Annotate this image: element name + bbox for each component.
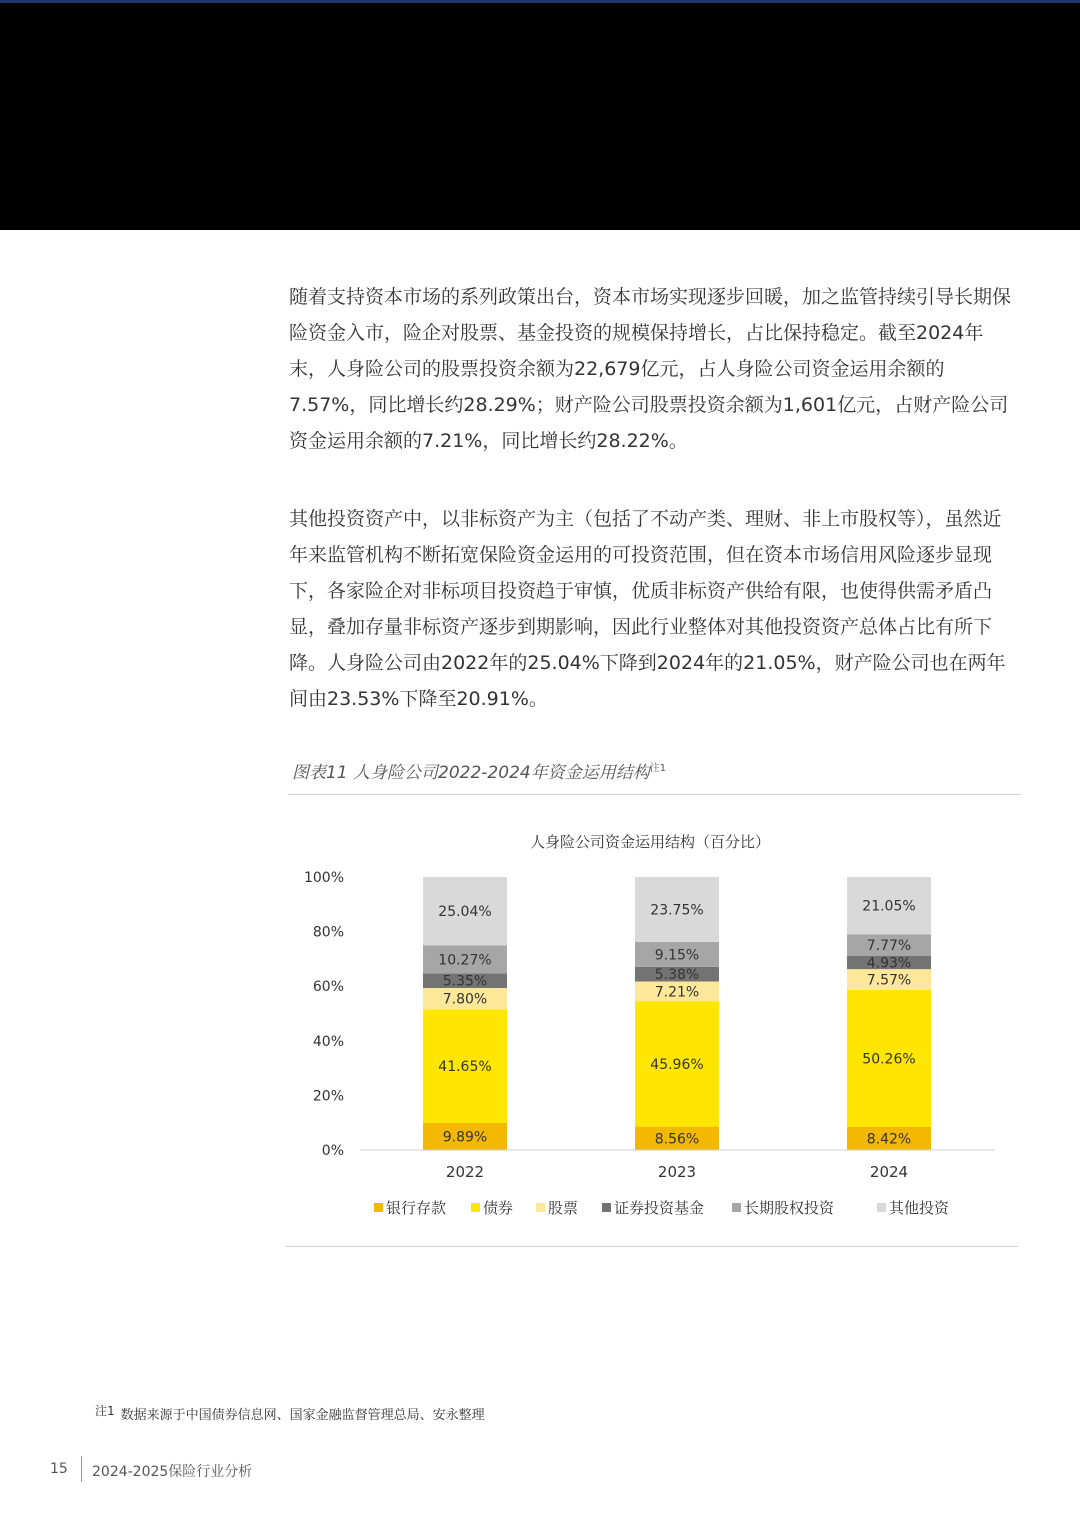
- y-tick-label: 40%: [312, 1033, 344, 1050]
- page-number: 15: [50, 1461, 68, 1477]
- x-tick-label: 2024: [869, 1163, 909, 1181]
- header-image-band: [0, 3, 1080, 230]
- chart-title: 人身险公司资金运用结构（百分比）: [529, 833, 771, 851]
- footnote: [95, 1402, 485, 1423]
- stacked-bar-chart: [285, 800, 1018, 1240]
- data-label: 7.57%: [866, 972, 912, 989]
- figure-bottom-rule: [285, 1246, 1018, 1247]
- chart-legend: [374, 1199, 950, 1217]
- data-label: 8.42%: [866, 1131, 912, 1148]
- data-label: 9.89%: [442, 1129, 488, 1146]
- data-label: 4.93%: [866, 955, 912, 972]
- footnote-text: 数据来源于中国债券信息网、国家金融监督管理总局、安永整理: [120, 1408, 485, 1423]
- data-label: 5.38%: [654, 967, 700, 984]
- body-paragraph-other-investments: 其他投资资产中，以非标资产为主（包括了不动产类、理财、非上市股权等），虽然近年来监管机构不断拓宽保险资金运用的可投资范围，但在资本市场信用风险逐步显现下，各家险企对非标项目投资趋于审慎，优质非标资产供给有限，也使得供需矛盾凸显，叠加存量非标资产逐步到期影响，因此行业整体对其他投资资产总体占比有所下降。人身险公司由2022年的25.04%下降到2024年的21.05%，财产险公司也在两年间由23.53%下降至20.91%。: [289, 508, 1006, 710]
- y-tick-label: 0%: [321, 1143, 344, 1159]
- footer-divider: [81, 1456, 82, 1482]
- legend-label: 银行存款: [386, 1199, 447, 1217]
- figure-top-rule: [288, 794, 1021, 795]
- data-label: 23.75%: [650, 902, 704, 919]
- y-tick-label: 60%: [312, 979, 344, 996]
- data-label: 10.27%: [438, 952, 492, 969]
- legend-swatch: [536, 1203, 545, 1212]
- legend-label: 股票: [548, 1199, 579, 1217]
- figure-caption: [292, 758, 666, 783]
- legend-label: 证券投资基金: [614, 1199, 705, 1217]
- y-axis: [304, 870, 344, 1159]
- figure-caption-text: 图表11 人身险公司2022-2024年资金运用结构: [292, 763, 650, 783]
- y-tick-label: 80%: [312, 924, 344, 941]
- body-paragraph-equity: 随着支持资本市场的系列政策出台，资本市场实现逐步回暖，加之监管持续引导长期保险资金入市，险企对股票、基金投资的规模保持增长，占比保持稳定。截至2024年末，人身险公司的股票投资余额为22,679亿元，占人身险公司资金运用余额的7.57%，同比增长约28.29%；财产险公司股票投资余额为1,601亿元，占财产险公司资金运用余额的7.21%，同比增长约28.22%。: [289, 286, 1012, 452]
- data-label: 41.65%: [438, 1059, 492, 1076]
- report-title: 2024-2025保险行业分析: [92, 1464, 253, 1480]
- legend-swatch: [471, 1203, 480, 1212]
- legend-label: 其他投资: [889, 1199, 950, 1217]
- legend-swatch: [602, 1203, 611, 1212]
- data-label: 9.15%: [654, 947, 700, 964]
- legend-swatch: [732, 1203, 741, 1212]
- x-tick-label: 2023: [657, 1163, 697, 1181]
- data-label: 8.56%: [654, 1131, 700, 1148]
- x-tick-label: 2022: [445, 1163, 485, 1181]
- data-label: 50.26%: [862, 1051, 916, 1068]
- x-axis: [446, 1163, 908, 1181]
- y-tick-label: 20%: [312, 1088, 344, 1105]
- legend-label: 债券: [483, 1199, 514, 1217]
- data-label: 7.77%: [866, 938, 912, 955]
- bar-stacks: [423, 877, 931, 1150]
- data-label: 45.96%: [650, 1056, 704, 1073]
- figure-caption-note: 注1: [649, 763, 667, 774]
- footnote-marker: 注1: [95, 1404, 115, 1418]
- legend-swatch: [374, 1203, 383, 1212]
- y-tick-label: 100%: [303, 870, 344, 886]
- data-label: 21.05%: [862, 898, 916, 915]
- legend-label: 长期股权投资: [744, 1199, 835, 1217]
- data-label: 7.80%: [442, 991, 488, 1008]
- data-label: 7.21%: [654, 984, 700, 1001]
- legend-swatch: [877, 1203, 886, 1212]
- data-label: 25.04%: [438, 904, 492, 921]
- data-label: 5.35%: [442, 973, 488, 990]
